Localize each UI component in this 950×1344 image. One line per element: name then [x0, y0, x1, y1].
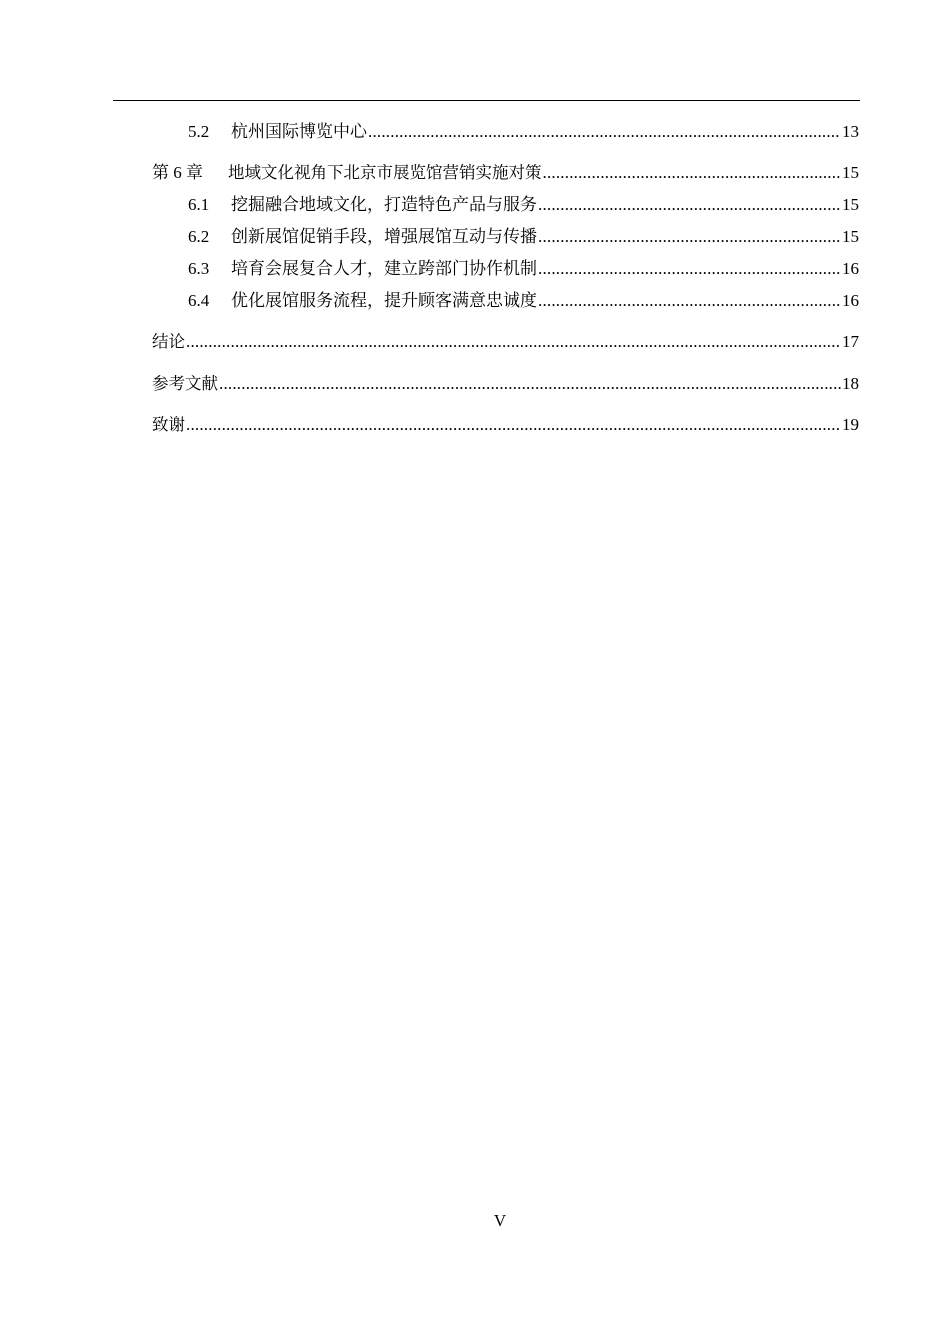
toc-leader-dots	[186, 413, 841, 437]
toc-entry-number: 6.1	[188, 195, 210, 214]
toc-entry-page: 18	[842, 374, 859, 393]
toc-entry-number: 5.2	[188, 122, 210, 141]
toc-entry-title: 杭州国际博览中心	[231, 122, 367, 141]
toc-leader-dots	[538, 257, 841, 281]
toc-entry-page: 19	[842, 415, 859, 434]
toc-entry-title: 参考文献	[152, 374, 218, 393]
toc-entry-6-4[interactable]	[188, 289, 859, 313]
toc-entry-number: 6.3	[188, 259, 210, 278]
toc-entry-title: 致谢	[152, 415, 185, 434]
toc-entry-title: 挖掘融合地域文化，打造特色产品与服务	[231, 195, 537, 214]
toc-entry-6-3[interactable]	[188, 257, 859, 281]
toc-entry-title: 培育会展复合人才，建立跨部门协作机制	[231, 259, 537, 278]
toc-entry-6-2[interactable]	[188, 225, 859, 249]
toc-entry-number: 6.4	[188, 291, 210, 310]
toc-leader-dots	[219, 372, 841, 396]
toc-entry-6-1[interactable]	[188, 193, 859, 217]
toc-entry-conclusion[interactable]	[152, 330, 859, 354]
toc-entry-title: 地域文化视角下北京市展览馆营销实施对策	[228, 163, 542, 182]
toc-entry-page: 16	[842, 259, 859, 278]
toc-leader-dots	[538, 225, 841, 249]
toc-entry-5-2[interactable]	[188, 120, 859, 144]
toc-entry-references[interactable]	[152, 372, 859, 396]
toc-entry-page: 17	[842, 332, 859, 351]
toc-entry-acknowledgements[interactable]	[152, 413, 859, 437]
toc-entry-page: 15	[842, 227, 859, 246]
page-number: V	[493, 1211, 507, 1230]
toc-leader-dots	[538, 193, 841, 217]
toc-entry-page: 13	[842, 122, 859, 141]
toc-leader-dots	[368, 120, 841, 144]
toc-entry-title: 创新展馆促销手段，增强展馆互动与传播	[231, 227, 537, 246]
toc-entry-number: 第 6 章	[152, 163, 203, 182]
toc-entry-page: 16	[842, 291, 859, 310]
toc-entry-page: 15	[842, 163, 859, 182]
toc-entry-chapter-6[interactable]	[152, 161, 859, 185]
toc-entry-title: 结论	[152, 332, 185, 351]
toc-leader-dots	[543, 161, 842, 185]
toc-entry-title: 优化展馆服务流程，提升顾客满意忠诚度	[231, 291, 537, 310]
toc-entry-page: 15	[842, 195, 859, 214]
toc-leader-dots	[538, 289, 841, 313]
header-rule	[113, 100, 860, 101]
toc-leader-dots	[186, 330, 841, 354]
toc-entry-number: 6.2	[188, 227, 210, 246]
